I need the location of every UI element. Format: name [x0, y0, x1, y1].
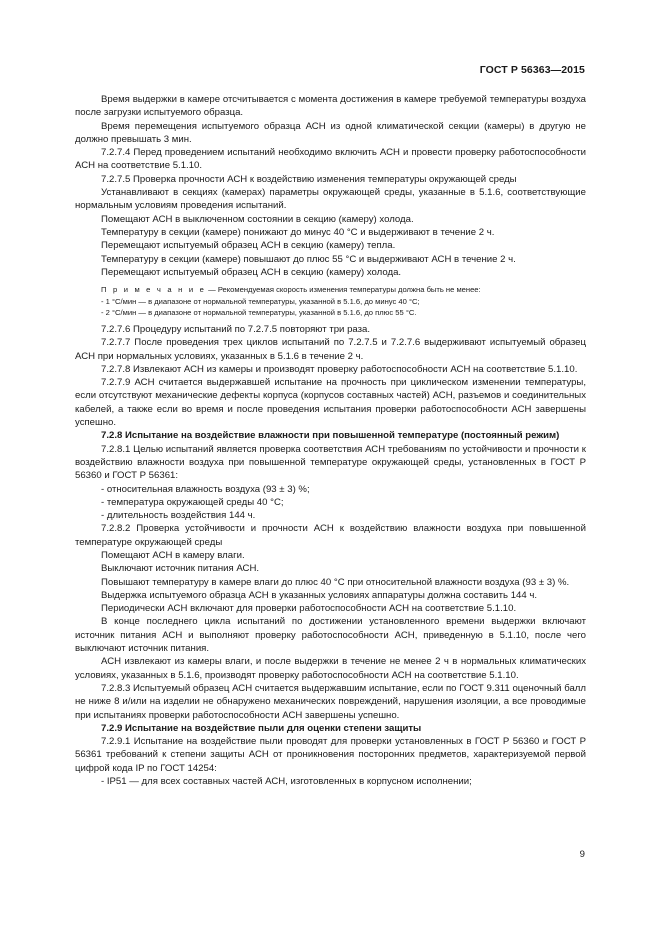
note-block [75, 284, 586, 319]
note-label: П р и м е ч а н и е [101, 285, 206, 295]
paragraph: Выдержка испытуемого образца АСН в указанных условиях аппаратуры должна составить 144 ч. [101, 589, 538, 601]
paragraph: Помещают АСН в выключенном состоянии в секцию (камеру) холода. [101, 213, 414, 225]
paragraph: 7.2.7.9 АСН считается выдержавшей испытание на прочность при циклическом изменении температуры, если отсутствуют механические дефекты корпуса (корпусов составных частей) АСН, разъемов и соединительных кабелей, а также если во время и после проведения испытания проверки работоспособности АСН завершены успешно. [75, 377, 586, 429]
list-item: - IP51 — для всех составных частей АСН, изготовленных в корпусном исполнении; [101, 776, 472, 788]
note-intro-text: — Рекомендуемая скорость изменения температуры должна быть не менее: [206, 285, 481, 295]
paragraph: Время перемещения испытуемого образца АСН из одной климатической секции (камеры) в другую не должно превышать 3 мин. [75, 120, 586, 145]
paragraph: 7.2.7.8 Извлекают АСН из камеры и производят проверку работоспособности АСН на соответствие 5.1.10. [101, 363, 578, 375]
paragraph: 7.2.8.3 Испытуемый образец АСН считается выдержавшим испытание, если по ГОСТ 9.311 оценочный балл не ниже 8 и/или на изделии не обнаружено механических повреждений, нарушения изоляции, а все проводимые при испытаниях проверки работоспособности АСН завершены успешно. [75, 682, 586, 721]
paragraph-group-1 [75, 93, 586, 279]
paragraph: 7.2.7.6 Процедуру испытаний по 7.2.7.5 повторяют три раза. [101, 323, 371, 335]
paragraph: 7.2.8.1 Целью испытаний является проверка соответствия АСН требованиям по устойчивости и прочности к воздействию влажности воздуха при повышенной температуре окружающей среды, установленных в ГОСТ Р 56360 и ГОСТ Р 56361: [75, 443, 586, 482]
note-item: - 1 °С/мин — в диапазоне от нормальной температуры, указанной в 5.1.6, до минус 40 °С; [101, 296, 420, 306]
section-heading: 7.2.9 Испытание на воздействие пыли для оценки степени защиты [101, 722, 422, 734]
paragraph: Повышают температуру в камере влаги до плюс 40 °С при относительной влажности воздуха (93 ± 3) %. [101, 576, 570, 588]
paragraph: 7.2.7.5 Проверка прочности АСН к воздействию изменения температуры окружающей среды [101, 173, 517, 185]
paragraph: Перемещают испытуемый образец АСН в секцию (камеру) холода. [101, 266, 402, 278]
paragraph: Время выдержки в камере отсчитывается с момента достижения в камере требуемой температуры воздуха после загрузки испытуемого образца. [75, 94, 586, 119]
list-item: - относительная влажность воздуха (93 ± 3) %; [101, 483, 310, 495]
paragraph: Перемещают испытуемый образец АСН в секцию (камеру) тепла. [101, 240, 396, 252]
paragraph: Температуру в секции (камере) понижают до минус 40 °С и выдерживают в течение 2 ч. [101, 226, 495, 238]
document-header: ГОСТ Р 56363—2015 [479, 64, 585, 76]
paragraph: 7.2.7.4 Перед проведением испытаний необходимо включить АСН и провести проверку работоспособности АСН на соответствие 5.1.10. [75, 147, 586, 172]
document-body [75, 93, 586, 788]
paragraph: АСН извлекают из камеры влаги, и после выдержки в течение не менее 2 ч в нормальных климатических условиях, указанных в 5.1.6, производят проверку работоспособности АСН на соответствие 5.1.10. [75, 656, 586, 681]
paragraph: Выключают источник питания АСН. [101, 563, 260, 575]
list-item: - температура окружающей среды 40 °С; [101, 496, 284, 508]
note-intro [75, 284, 586, 296]
paragraph: Устанавливают в секциях (камерах) параметры окружающей среды, указанные в 5.1.6, соответствующие нормальным условиям проведения испытаний. [75, 187, 586, 212]
paragraph: Периодически АСН включают для проверки работоспособности АСН на соответствие 5.1.10. [101, 603, 517, 615]
paragraph: Помещают АСН в камеру влаги. [101, 549, 245, 561]
list-item: - длительность воздействия 144 ч. [101, 510, 256, 522]
page-number: 9 [579, 849, 585, 860]
paragraph: Температуру в секции (камере) повышают до плюс 55 °С и выдерживают АСН в течение 2 ч. [101, 253, 516, 265]
paragraph: 7.2.7.7 После проведения трех циклов испытаний по 7.2.7.5 и 7.2.7.6 выдерживают испытуемый образец АСН при нормальных условиях, указанных в 5.1.6 в течение 2 ч. [75, 337, 586, 362]
section-heading: 7.2.8 Испытание на воздействие влажности при повышенной температуре (постоянный режим) [101, 430, 560, 442]
paragraph: 7.2.9.1 Испытание на воздействие пыли проводят для проверки установленных в ГОСТ Р 56360 и ГОСТ Р 56361 требований к степени защиты АСН от проникновения посторонних предметов, характеризуемой первой цифрой кода IP по ГОСТ 14254: [75, 736, 586, 774]
paragraph: 7.2.8.2 Проверка устойчивости и прочности АСН к воздействию влажности воздуха при повышенной температуре окружающей среды [75, 523, 586, 548]
note-item: - 2 °С/мин — в диапазоне от нормальной температуры, указанной в 5.1.6, до плюс 55 °С. [101, 308, 417, 318]
paragraph: В конце последнего цикла испытаний по достижении установленного времени выдержки включают источник питания АСН и выполняют проверку работоспособности АСН, приведенную в 5.1.10, после чего выключают источник питания. [75, 616, 586, 655]
paragraph-group-2 [75, 323, 586, 788]
